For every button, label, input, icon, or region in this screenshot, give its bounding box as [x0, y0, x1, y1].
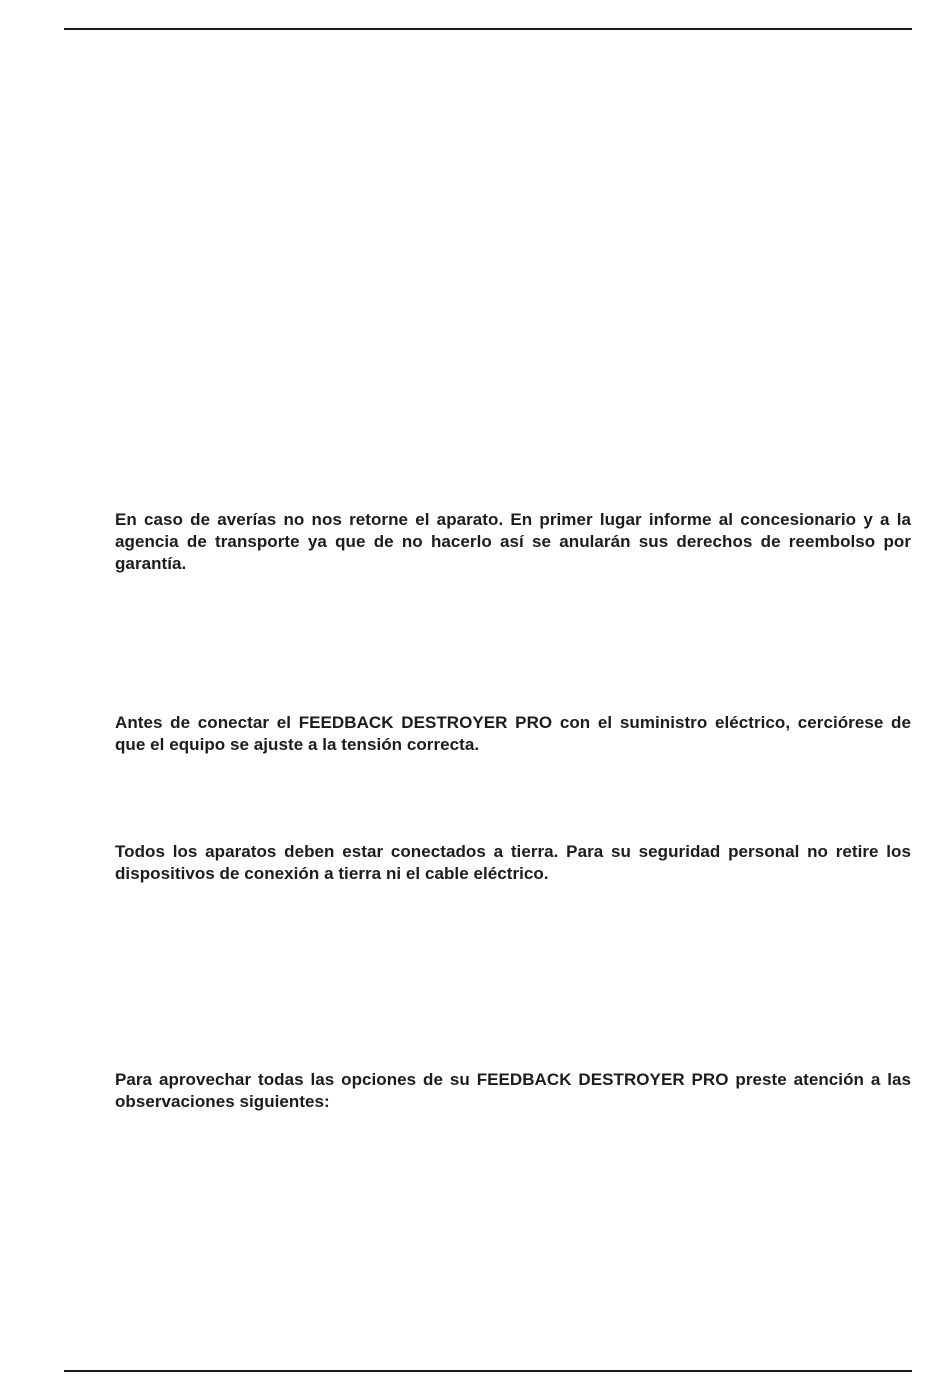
footer-rule	[64, 1370, 912, 1372]
usage-observations-paragraph: Para aprovechar todas las opciones de su FEEDBACK DESTROYER PRO preste atención a las observaciones siguientes:	[115, 1070, 911, 1111]
damage-notice-paragraph: En caso de averías no nos retorne el aparato. En primer lugar informe al concesionario y a la agencia de transporte ya que de no hacerlo así se anularán sus derechos de reembolso por garantía.	[115, 510, 911, 573]
voltage-check-paragraph: Antes de conectar el FEEDBACK DESTROYER PRO con el suministro eléctrico, cerciórese de que el equipo se ajuste a la tensión correcta.	[115, 713, 911, 754]
grounding-warning-paragraph: Todos los aparatos deben estar conectados a tierra. Para su seguridad personal no retire los dispositivos de conexión a tierra ni el cable eléctrico.	[115, 842, 911, 883]
header-rule	[64, 28, 912, 30]
